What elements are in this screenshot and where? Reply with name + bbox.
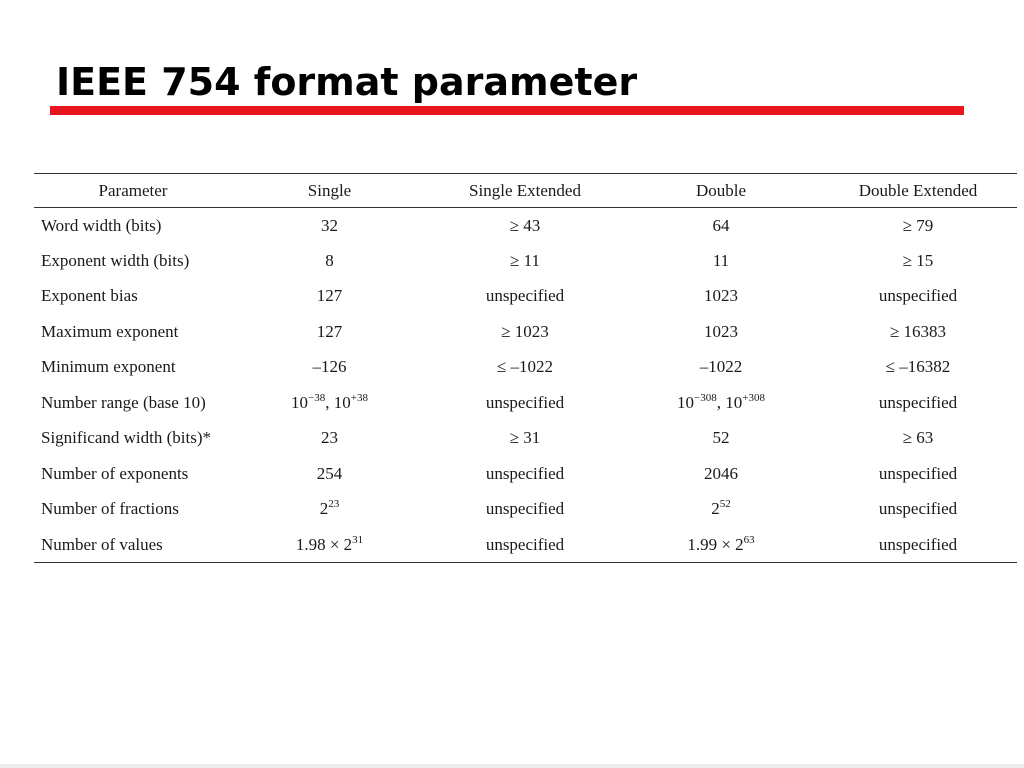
table-cell: 1023 bbox=[704, 321, 738, 341]
row-label: Significand width (bits)* bbox=[41, 428, 211, 448]
table-row bbox=[34, 527, 1017, 563]
header-parameter: Parameter bbox=[34, 174, 232, 208]
table-cell: –1022 bbox=[699, 357, 743, 377]
table-body bbox=[34, 208, 1017, 563]
row-label: Number of exponents bbox=[41, 463, 189, 483]
table-row bbox=[34, 243, 1017, 279]
table-cell: 2046 bbox=[704, 463, 738, 483]
header-single: Single bbox=[232, 174, 427, 208]
table-cell: unspecified bbox=[427, 527, 623, 563]
table-cell bbox=[232, 527, 427, 563]
table-cell: unspecified bbox=[485, 499, 565, 519]
parameter-table-container bbox=[34, 173, 1017, 563]
table-cell: ≤ –16382 bbox=[885, 357, 951, 377]
table-row bbox=[34, 208, 1017, 244]
table-cell: unspecified bbox=[485, 463, 565, 483]
row-label: Number range (base 10) bbox=[41, 392, 206, 412]
cell-exponent: 52 bbox=[719, 498, 731, 511]
table-cell bbox=[623, 385, 819, 421]
table-cell: 1023 bbox=[704, 286, 738, 306]
table-row bbox=[34, 279, 1017, 315]
table-cell: 23 bbox=[321, 428, 338, 448]
table-cell: ≥ 1023 bbox=[501, 321, 549, 341]
table-row bbox=[34, 350, 1017, 386]
table-cell: unspecified bbox=[485, 392, 565, 412]
table-cell: unspecified bbox=[485, 286, 565, 306]
cell-exponent: +38 bbox=[350, 391, 368, 404]
row-label: Number of values bbox=[34, 527, 232, 563]
table-cell: 127 bbox=[316, 286, 343, 306]
cell-exponent: 31 bbox=[352, 533, 364, 546]
header-double-extended: Double Extended bbox=[819, 174, 1017, 208]
cell-base: 2 bbox=[711, 499, 720, 519]
header-double: Double bbox=[623, 174, 819, 208]
row-label: Minimum exponent bbox=[41, 357, 176, 377]
table-cell: ≥ 63 bbox=[902, 428, 934, 448]
table-header-row bbox=[34, 174, 1017, 208]
table-row bbox=[34, 385, 1017, 421]
table-cell: ≥ 16383 bbox=[889, 321, 947, 341]
table-cell bbox=[232, 492, 427, 528]
table-cell: 64 bbox=[712, 215, 730, 235]
row-label: Number of fractions bbox=[41, 499, 179, 519]
cell-base: 10 bbox=[725, 392, 743, 412]
cell-exponent: 23 bbox=[328, 498, 340, 511]
table-row bbox=[34, 421, 1017, 457]
table-cell: 32 bbox=[321, 215, 338, 235]
table-cell bbox=[623, 492, 819, 528]
cell-exponent: +308 bbox=[742, 391, 765, 404]
row-label: Maximum exponent bbox=[41, 321, 179, 341]
table-cell: unspecified bbox=[878, 499, 958, 519]
table-row bbox=[34, 456, 1017, 492]
table-cell bbox=[232, 385, 427, 421]
table-cell: ≥ 79 bbox=[902, 215, 934, 235]
cell-separator: , bbox=[716, 392, 726, 412]
header-single-extended: Single Extended bbox=[427, 174, 623, 208]
cell-base: 10 bbox=[333, 392, 351, 412]
cell-exponent: −38 bbox=[308, 391, 326, 404]
cell-base: 1.99 × 2 bbox=[687, 534, 744, 554]
table-cell: unspecified bbox=[878, 392, 958, 412]
table-cell: 11 bbox=[712, 250, 730, 270]
cell-base: 10 bbox=[677, 392, 695, 412]
table-cell bbox=[623, 527, 819, 563]
cell-separator: , bbox=[325, 392, 334, 412]
slide-title: IEEE 754 format parameter bbox=[56, 60, 638, 104]
table-cell: unspecified bbox=[878, 463, 958, 483]
table-cell: ≥ 15 bbox=[902, 250, 934, 270]
row-label: Exponent width (bits) bbox=[41, 250, 190, 270]
row-label: Word width (bits) bbox=[41, 215, 162, 235]
table-cell: 254 bbox=[316, 463, 343, 483]
table-cell: 52 bbox=[712, 428, 730, 448]
cell-base: 10 bbox=[291, 392, 309, 412]
cell-base: 2 bbox=[319, 499, 329, 519]
format-parameter-table bbox=[34, 173, 1017, 563]
table-cell: ≤ –1022 bbox=[496, 357, 554, 377]
table-cell: unspecified bbox=[878, 286, 958, 306]
slide-bottom-band bbox=[0, 764, 1024, 768]
table-cell: unspecified bbox=[819, 527, 1017, 563]
cell-base: 1.98 × 2 bbox=[295, 534, 353, 554]
table-cell: ≥ 11 bbox=[510, 250, 540, 270]
table-cell: –126 bbox=[312, 357, 347, 377]
table-cell: ≥ 43 bbox=[509, 215, 541, 235]
table-row bbox=[34, 492, 1017, 528]
row-label: Exponent bias bbox=[41, 286, 138, 306]
cell-exponent: −308 bbox=[694, 391, 717, 404]
table-cell: 127 bbox=[316, 321, 343, 341]
table-cell: 8 bbox=[325, 250, 334, 270]
title-underline-bar bbox=[50, 106, 964, 115]
table-cell: ≥ 31 bbox=[509, 428, 541, 448]
table-row bbox=[34, 314, 1017, 350]
cell-exponent: 63 bbox=[743, 533, 755, 546]
